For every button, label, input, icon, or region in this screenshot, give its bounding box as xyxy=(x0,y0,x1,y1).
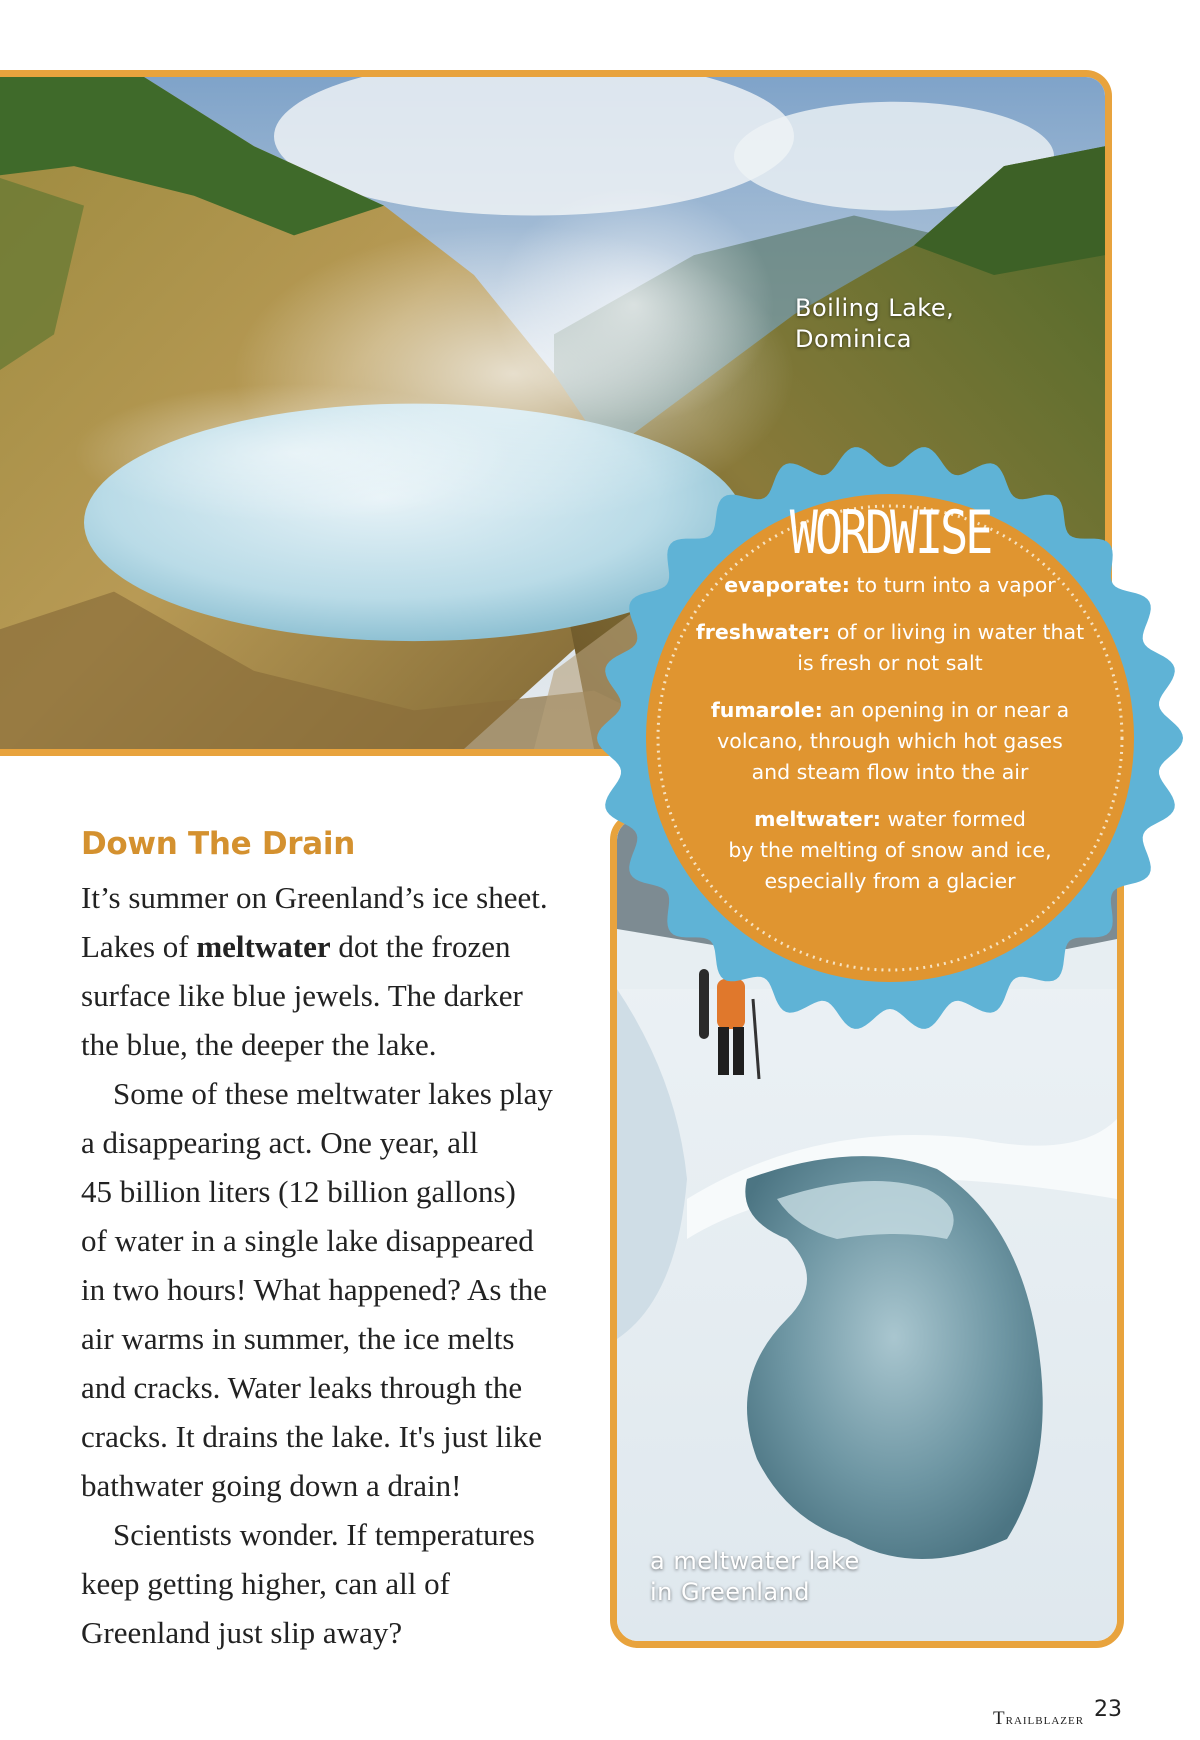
glossary-term-meltwater: meltwater xyxy=(196,929,331,964)
magazine-name-initial: T xyxy=(993,1708,1006,1729)
wordwise-definition: especially from a glacier xyxy=(764,869,1016,893)
magazine-name xyxy=(993,1708,1084,1730)
body-line: air warms in summer, the ice melts xyxy=(81,1321,515,1356)
wordwise-definition: is fresh or not salt xyxy=(797,651,983,675)
body-line: of water in a single lake disappeared xyxy=(81,1223,534,1258)
wordwise-definition: to turn into a vapor xyxy=(849,573,1056,597)
body-line: Some of these meltwater lakes play xyxy=(113,1076,553,1111)
body-line: a disappearing act. One year, all xyxy=(81,1125,479,1160)
caption-line: in Greenland xyxy=(650,1578,811,1606)
page-number: 23 xyxy=(1094,1697,1122,1722)
article-body xyxy=(81,873,621,1657)
body-line: and cracks. Water leaks through the xyxy=(81,1370,523,1405)
wordwise-definition: volcano, through which hot gases xyxy=(717,729,1063,753)
body-line xyxy=(81,922,621,971)
body-line: Scientists wonder. If temperatures xyxy=(113,1517,535,1552)
caption-line: Dominica xyxy=(795,325,912,353)
wordwise-badge xyxy=(590,438,1190,1038)
caption-line: a meltwater lake xyxy=(650,1547,860,1575)
body-line: surface like blue jewels. The darker xyxy=(81,978,523,1013)
wordwise-entry-freshwater xyxy=(680,617,1100,679)
boiling-lake-caption xyxy=(795,293,954,355)
wordwise-definition: by the melting of snow and ice, xyxy=(728,838,1052,862)
wordwise-term: freshwater: xyxy=(695,620,831,644)
body-line: the blue, the deeper the lake. xyxy=(81,1027,437,1062)
wordwise-definition: an opening in or near a xyxy=(822,698,1070,722)
body-line: It’s summer on Greenland’s ice sheet. xyxy=(81,880,548,915)
wordwise-entry-evaporate xyxy=(680,570,1100,601)
body-line: bathwater going down a drain! xyxy=(81,1468,462,1503)
wordwise-entry-meltwater xyxy=(680,804,1100,897)
article-heading: Down The Drain xyxy=(81,826,355,862)
body-text-run: dot the frozen xyxy=(330,929,511,964)
wordwise-definition: water formed xyxy=(881,807,1026,831)
wordwise-content xyxy=(680,498,1100,913)
wordwise-term: meltwater: xyxy=(754,807,881,831)
wordwise-definition: of or living in water that xyxy=(830,620,1085,644)
caption-line: Boiling Lake, xyxy=(795,294,955,322)
body-line: cracks. It drains the lake. It's just like xyxy=(81,1419,542,1454)
wordwise-term: evaporate: xyxy=(724,573,850,597)
body-text-run: Lakes of xyxy=(81,929,197,964)
wordwise-title: WORDWISE xyxy=(789,498,991,568)
wordwise-entry-fumarole xyxy=(680,695,1100,788)
body-line: Greenland just slip away? xyxy=(81,1615,403,1650)
wordwise-definition: and steam flow into the air xyxy=(751,760,1029,784)
body-line: 45 billion liters (12 billion gallons) xyxy=(81,1174,516,1209)
magazine-name-rest: railblazer xyxy=(1005,1712,1085,1728)
body-line: keep getting higher, can all of xyxy=(81,1566,450,1601)
wordwise-term: fumarole: xyxy=(710,698,823,722)
body-line: in two hours! What happened? As the xyxy=(81,1272,548,1307)
meltwater-lake-caption xyxy=(650,1546,860,1608)
